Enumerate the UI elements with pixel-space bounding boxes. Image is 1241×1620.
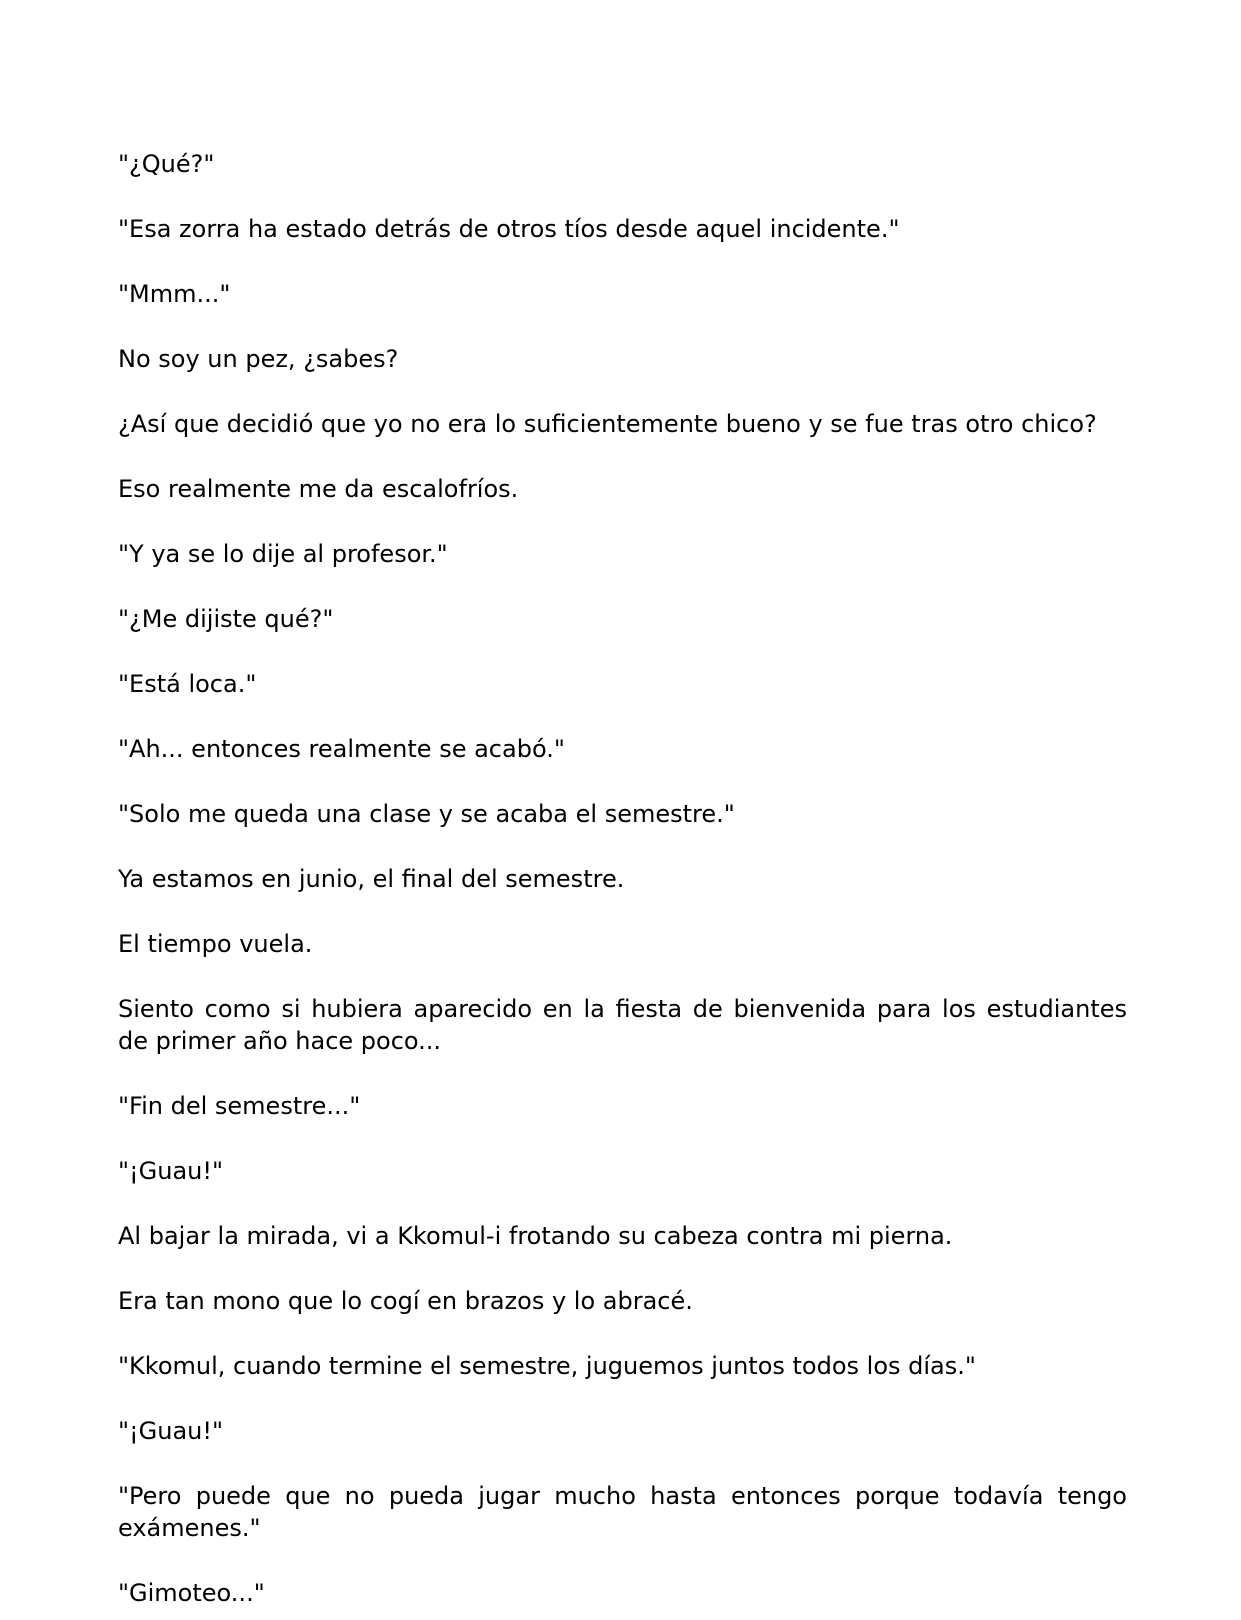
paragraph: "¡Guau!" — [118, 1417, 224, 1445]
paragraph: "Fin del semestre..." — [118, 1092, 361, 1120]
paragraph: "¡Guau!" — [118, 1157, 224, 1185]
paragraph: Era tan mono que lo cogí en brazos y lo abracé. — [118, 1287, 693, 1315]
paragraph: "Ah... entonces realmente se acabó." — [118, 735, 565, 763]
paragraph: "Kkomul, cuando termine el semestre, juguemos juntos todos los días." — [118, 1352, 976, 1380]
paragraph: "Está loca." — [118, 670, 257, 698]
paragraph: ¿Así que decidió que yo no era lo suficientemente bueno y se fue tras otro chico? — [118, 410, 1097, 438]
paragraph: "Pero puede que no pueda jugar mucho hasta entonces porque todavía tengo exámenes." — [118, 1482, 1127, 1542]
paragraph: "Mmm..." — [118, 280, 231, 308]
paragraph: "Solo me queda una clase y se acaba el semestre." — [118, 800, 735, 828]
paragraph: "¿Me dijiste qué?" — [118, 605, 334, 633]
paragraph: Siento como si hubiera aparecido en la fiesta de bienvenida para los estudiantes de primer año hace poco... — [118, 995, 1127, 1055]
paragraph: "Gimoteo..." — [118, 1579, 265, 1607]
paragraph: "¿Qué?" — [118, 150, 215, 178]
paragraph: "Esa zorra ha estado detrás de otros tíos desde aquel incidente." — [118, 215, 900, 243]
paragraph: Al bajar la mirada, vi a Kkomul-i frotando su cabeza contra mi pierna. — [118, 1222, 953, 1250]
paragraph: "Y ya se lo dije al profesor." — [118, 540, 448, 568]
paragraph: El tiempo vuela. — [118, 930, 313, 958]
paragraph: Ya estamos en junio, el final del semestre. — [118, 865, 625, 893]
paragraph: No soy un pez, ¿sabes? — [118, 345, 399, 373]
paragraph: Eso realmente me da escalofríos. — [118, 475, 519, 503]
document-body — [118, 148, 1127, 1609]
